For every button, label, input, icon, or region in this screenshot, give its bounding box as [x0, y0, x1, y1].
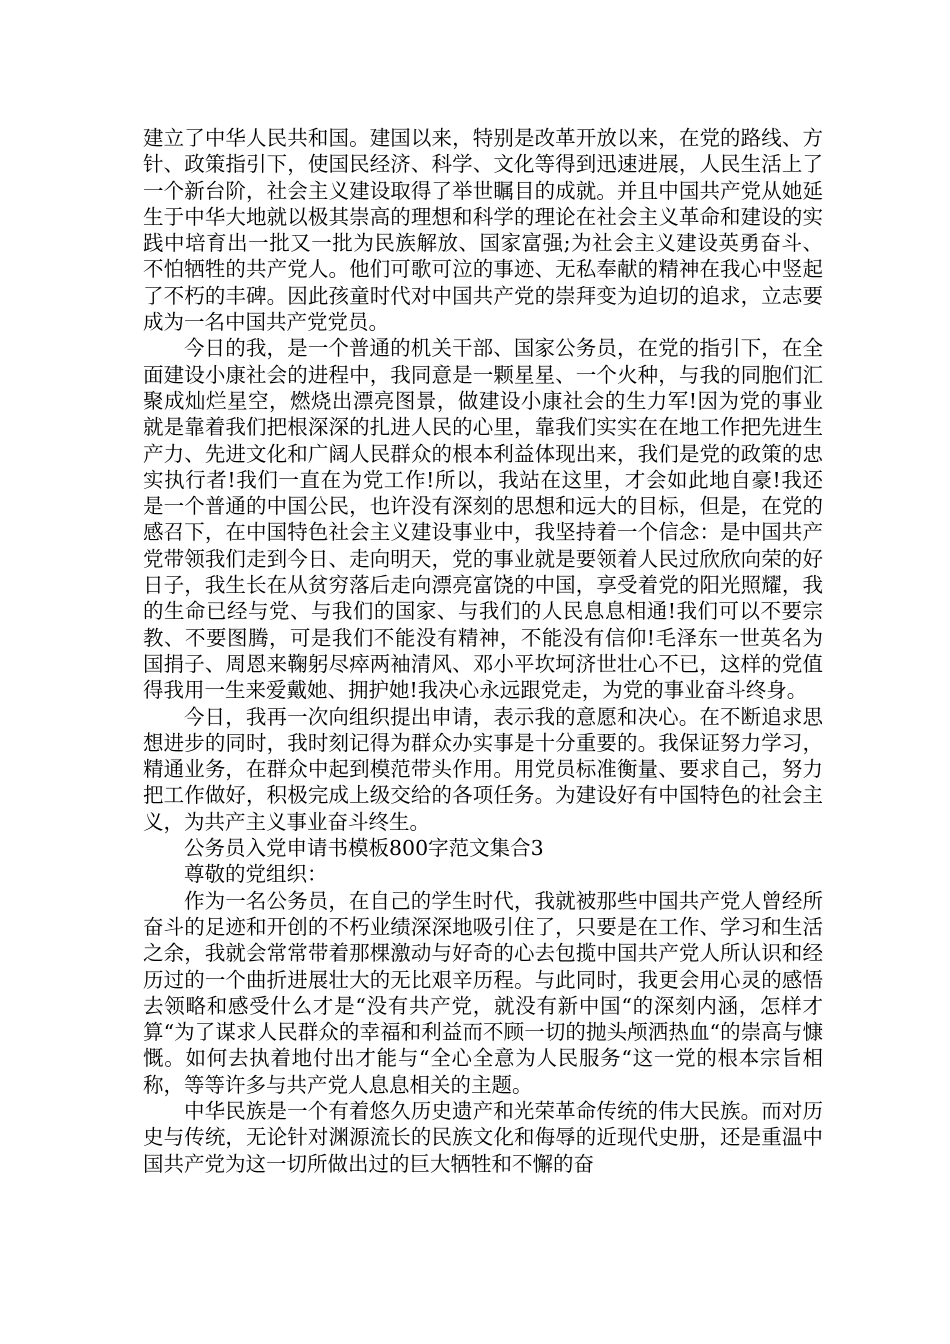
paragraph-2: 今日的我，是一个普通的机关干部、国家公务员，在党的指引下，在全面建设小康社会的进程中，我同意是一颗星星、一个火种，与我的同胞们汇聚成灿烂星空，燃烧出漂亮图景，做建设小康社会的生力军!因为党的事业就是靠着我们把根深深的扎进人民的心里，靠我们实实在在地工作把先进生产力、先进文化和广阔人民群众的根本利益体现出来，我们是党的政策的忠实执行者!我们一直在为党工作!所以，我站在这里，才会如此地自豪!我还是一个普通的中国公民，也许没有深刻的思想和远大的目标，但是，在党的感召下，在中国特色社会主义建设事业中，我坚持着一个信念：是中国共产党带领我们走到今日、走向明天，党的事业就是要领着人民过欣欣向荣的好日子，我生长在从贫穷落后走向漂亮富饶的中国，享受着党的阳光照耀，我的生命已经与党、与我们的国家、与我们的人民息息相通!我们可以不要宗教、不要图腾，可是我们不能没有精神，不能没有信仰!毛泽东一世英名为国捐子、周恩来鞠躬尽瘁两袖清风、邓小平坎坷济世壮心不已，这样的党值得我用一生来爱戴她、拥护她!我决心永远跟党走，为党的事业奋斗终身。	[143, 336, 823, 703]
section-title: 公务员入党申请书模板800字范文集合3	[184, 836, 544, 861]
paragraph-1: 建立了中华人民共和国。建国以来，特别是改革开放以来，在党的路线、方针、政策指引下，使国民经济、科学、文化等得到迅速进展，人民生活上了一个新台阶，社会主义建设取得了举世瞩目的成就。并且中国共产党从她延生于中华大地就以极其崇高的理想和科学的理论在社会主义革命和建设的实践中培育出一批又一批为民族解放、国家富强;为社会主义建设英勇奋斗、不怕牺牲的共产党人。他们可歌可泣的事迹、无私奉献的精神在我心中竖起了不朽的丰碑。因此孩童时代对中国共产党的崇拜变为迫切的追求，立志要成为一名中国共产党党员。	[143, 126, 823, 335]
document-page	[143, 125, 823, 1177]
paragraph-5: 中华民族是一个有着悠久历史遗产和光荣革命传统的伟大民族。而对历史与传统，无论针对渊源流长的民族文化和侮辱的近现代史册，还是重温中国共产党为这一切所做出过的巨大牺牲和不懈的奋	[143, 1098, 823, 1176]
paragraph-3: 今日，我再一次向组织提出申请，表示我的意愿和决心。在不断追求思想进步的同时，我时刻记得为群众办实事是十分重要的。我保证努力学习，精通业务，在群众中起到模范带头作用。用党员标准衡量、要求自己，努力把工作做好，积极完成上级交给的各项任务。为建设好有中国特色的社会主义，为共产主义事业奋斗终生。	[143, 704, 823, 834]
paragraph-4: 作为一名公务员，在自己的学生时代，我就被那些中国共产党人曾经所奋斗的足迹和开创的不朽业绩深深地吸引住了，只要是在工作、学习和生活之余，我就会常常带着那棵激动与好奇的心去包揽中国共产党人所认识和经历过的一个曲折进展壮大的无比艰辛历程。与此同时，我更会用心灵的感悟去领略和感受什么才是“没有共产党，就没有新中国“的深刻内涵，怎样才算“为了谋求人民群众的幸福和利益而不顾一切的抛头颅洒热血“的崇高与慷慨。如何去执着地付出才能与“全心全意为人民服务“这一党的根本宗旨相称，等等许多与共产党人息息相关的主题。	[143, 888, 823, 1097]
salutation: 尊敬的党组织：	[184, 862, 328, 887]
